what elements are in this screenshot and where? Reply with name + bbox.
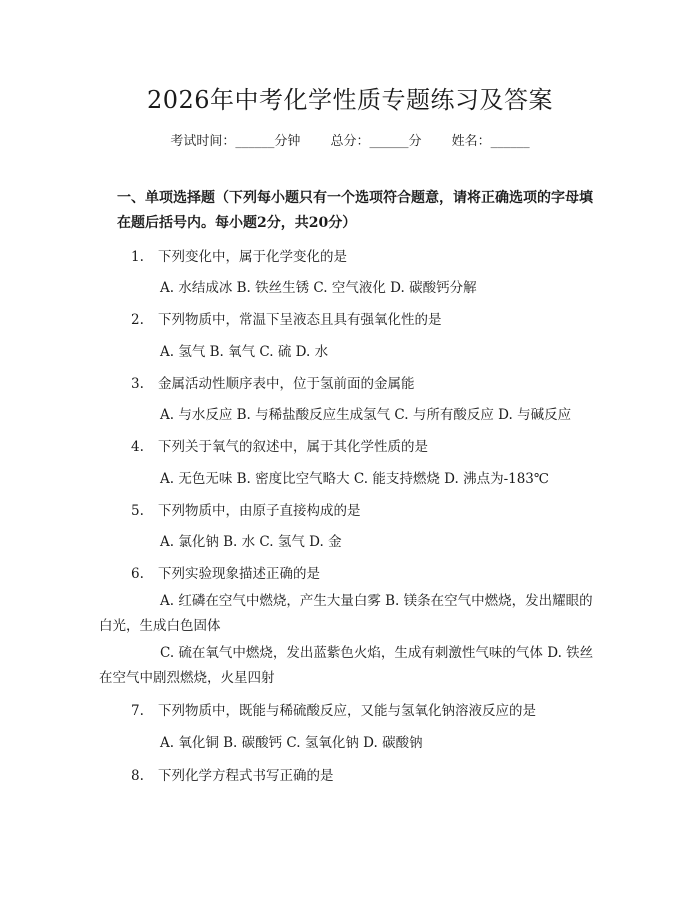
section-heading: 一、单项选择题（下列每小题只有一个选项符合题意，请将正确选项的字母填在题后括号内。每小题2分，共20分）	[117, 190, 593, 231]
question-stem: 下列化学方程式书写正确的是	[158, 768, 334, 784]
question-number: 5.	[131, 503, 144, 519]
question-number: 1.	[131, 249, 144, 265]
total-score-field: 总分：______分	[330, 134, 422, 149]
question-3-options: A. 与水反应 B. 与稀盐酸反应生成氢气 C. 与所有酸反应 D. 与碱反应	[160, 407, 572, 423]
question-stem: 下列实验现象描述正确的是	[158, 566, 320, 582]
question-4-options: A. 无色无味 B. 密度比空气略大 C. 能支持燃烧 D. 沸点为-183℃	[160, 471, 549, 487]
question-7-options: A. 氧化铜 B. 碳酸钙 C. 氢氧化钠 D. 碳酸钠	[160, 735, 423, 751]
question-number: 2.	[131, 312, 144, 328]
question-stem: 下列关于氧气的叙述中，属于其化学性质的是	[158, 439, 428, 455]
question-1-options: A. 水结成冰 B. 铁丝生锈 C. 空气液化 D. 碳酸钙分解	[160, 280, 477, 296]
question-number: 7.	[131, 703, 144, 719]
question-6	[131, 562, 320, 582]
question-6-options-a: A. 红磷在空气中燃烧，产生大量白雾 B. 镁条在空气中燃烧，发出耀眼的白光，生成白色固体	[99, 593, 593, 634]
question-1	[131, 245, 347, 265]
question-stem: 下列物质中，由原子直接构成的是	[158, 503, 361, 519]
page-title: 2026年中考化学性质专题练习及答案	[146, 86, 554, 114]
question-6-options-b: C. 硫在氧气中燃烧，发出蓝紫色火焰，生成有刺激性气味的气体 D. 铁丝在空气中剧烈燃烧，火星四射	[99, 645, 594, 686]
exam-time-field: 考试时间：______分钟	[170, 134, 301, 149]
question-stem: 下列物质中，既能与稀硫酸反应，又能与氢氧化钠溶液反应的是	[158, 703, 536, 719]
question-stem: 金属活动性顺序表中，位于氢前面的金属能	[158, 376, 415, 392]
question-stem: 下列变化中，属于化学变化的是	[158, 249, 347, 265]
question-number: 8.	[131, 768, 144, 784]
question-3	[131, 372, 415, 392]
question-4	[131, 435, 428, 455]
question-8	[131, 764, 334, 784]
question-number: 3.	[131, 376, 144, 392]
name-field: 姓名：______	[451, 134, 530, 149]
question-number: 6.	[131, 566, 144, 582]
question-stem: 下列物质中，常温下呈液态且具有强氧化性的是	[158, 312, 442, 328]
question-7	[131, 699, 536, 719]
question-number: 4.	[131, 439, 144, 455]
question-5-options: A. 氯化钠 B. 水 C. 氢气 D. 金	[160, 534, 342, 550]
question-2	[131, 308, 442, 328]
question-2-options: A. 氢气 B. 氧气 C. 硫 D. 水	[160, 344, 329, 360]
exam-meta	[0, 130, 700, 149]
question-5	[131, 499, 361, 519]
